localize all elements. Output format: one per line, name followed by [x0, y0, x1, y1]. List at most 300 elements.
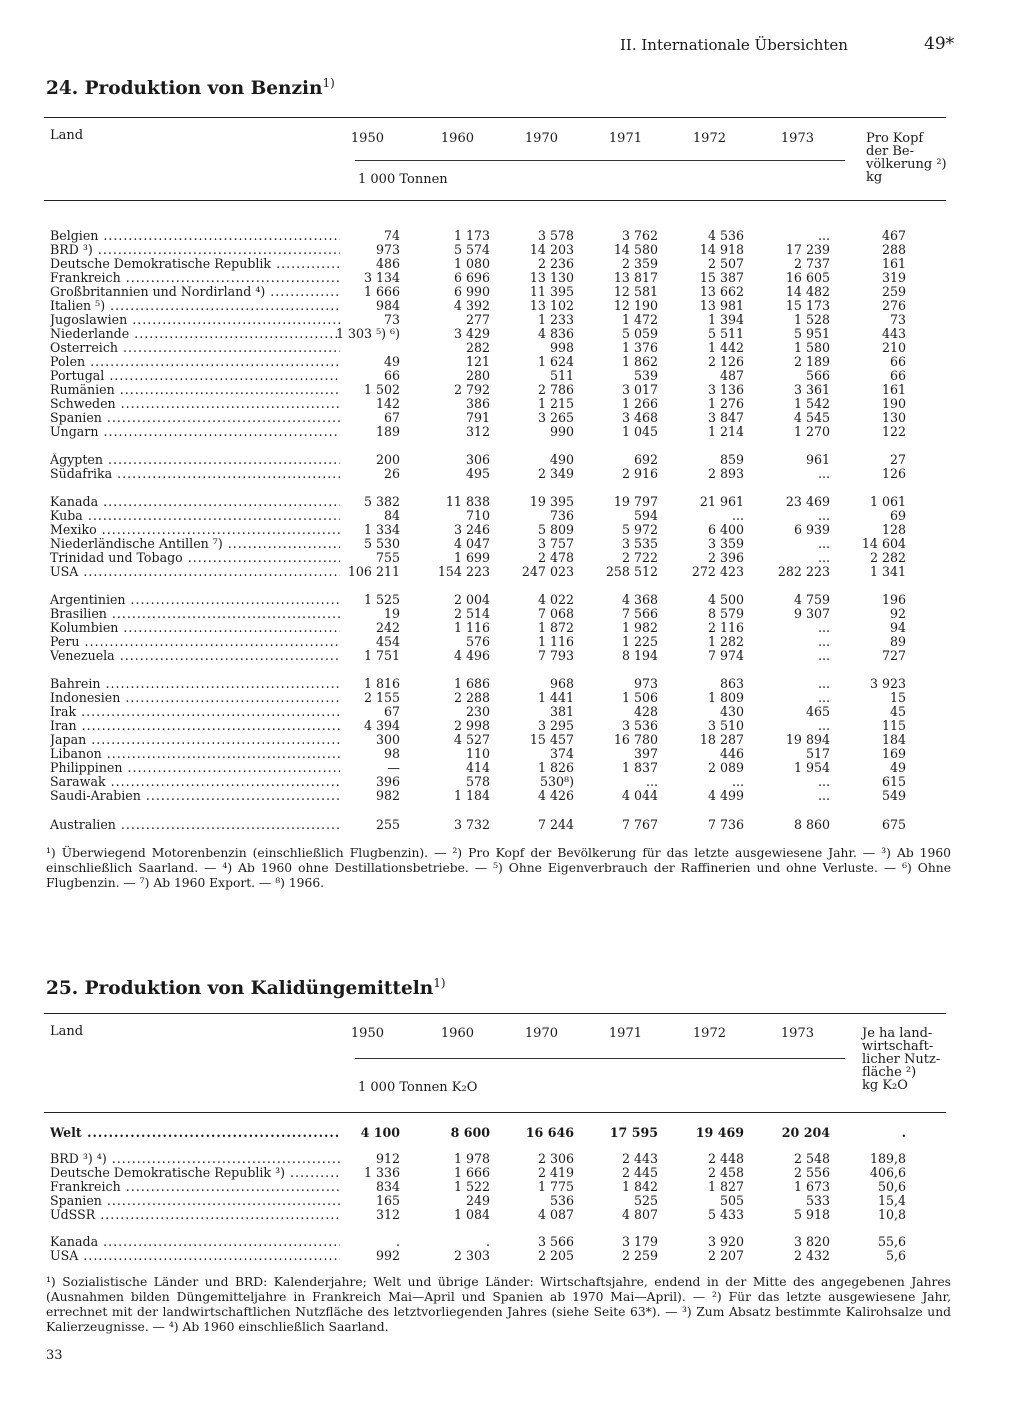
table-cell: 517 — [805, 746, 830, 761]
table-cell: 511 — [549, 368, 574, 383]
table-cell: 306 — [465, 452, 490, 467]
table-cell: 1 528 — [793, 312, 830, 327]
table-cell: 755 — [375, 550, 400, 565]
table-cell: 3 920 — [707, 1234, 744, 1249]
country-label: Peru ..... — [50, 635, 340, 649]
table-row — [0, 397, 1024, 411]
country-label: Deutsche Demokratische Republik ..... — [50, 257, 340, 271]
country-label: Portugal ..... — [50, 369, 340, 383]
table-cell: 1 270 — [793, 424, 830, 439]
table-row — [0, 677, 1024, 691]
table-cell: 2 786 — [537, 382, 574, 397]
table-cell: 3 468 — [621, 410, 658, 425]
table-cell: 259 — [881, 284, 906, 299]
table-cell: 16 780 — [613, 732, 658, 747]
table-cell: 1 862 — [621, 354, 658, 369]
table-cell: 11 395 — [529, 284, 574, 299]
table-cell: 1 542 — [793, 396, 830, 411]
table25-year: 1973 — [780, 1026, 814, 1041]
table-cell: 1 045 — [621, 424, 658, 439]
table-cell: 3 732 — [453, 817, 490, 832]
table-cell: 505 — [719, 1193, 744, 1208]
table-cell: 973 — [633, 676, 658, 691]
table-cell: 533 — [805, 1193, 830, 1208]
table-cell: 8 579 — [707, 606, 744, 621]
table-cell: 3 359 — [707, 536, 744, 551]
table-cell: 4 836 — [537, 326, 574, 341]
table-cell: 1 116 — [537, 634, 574, 649]
table-cell: 94 — [889, 620, 906, 635]
country-label: Argentinien ..... — [50, 593, 340, 607]
table-cell: 1 080 — [453, 256, 490, 271]
country-label: BRD ³) ⁴) ..... — [50, 1152, 340, 1166]
country-label: Rumänien ..... — [50, 383, 340, 397]
table-cell: 2 998 — [453, 718, 490, 733]
table-cell: 19 797 — [613, 494, 658, 509]
table-cell: 1 394 — [707, 312, 744, 327]
table-row — [0, 229, 1024, 243]
table-row — [0, 551, 1024, 565]
table-cell: 73 — [383, 312, 400, 327]
table-cell: 2 916 — [621, 466, 658, 481]
table-cell: 7 566 — [621, 606, 658, 621]
table-cell: 1 699 — [453, 550, 490, 565]
table-cell: 1 837 — [621, 760, 658, 775]
table-cell: 3 179 — [621, 1234, 658, 1249]
table-cell: 7 244 — [537, 817, 574, 832]
table-row — [0, 495, 1024, 509]
table-row — [0, 369, 1024, 383]
table-row — [0, 719, 1024, 733]
country-label: Japan ..... — [50, 733, 340, 747]
country-label: BRD ³) ..... — [50, 243, 340, 257]
table-cell: 381 — [549, 704, 574, 719]
table-cell: 5 433 — [707, 1207, 744, 1222]
table-cell: 4 536 — [707, 228, 744, 243]
table-cell: 10,8 — [877, 1207, 906, 1222]
table-cell: — — [387, 760, 400, 775]
country-label: Indonesien ..... — [50, 691, 340, 705]
country-label: Kuba ..... — [50, 509, 340, 523]
table-cell: 21 961 — [699, 494, 744, 509]
country-label: Frankreich ..... — [50, 1180, 340, 1194]
country-label: Jugoslawien ..... — [50, 313, 340, 327]
table-cell: 536 — [549, 1193, 574, 1208]
table-cell: 8 600 — [450, 1125, 490, 1140]
table-cell: 2 306 — [537, 1151, 574, 1166]
table-cell: 1 775 — [537, 1179, 574, 1194]
country-label: USA ..... — [50, 565, 340, 579]
country-label: Iran ..... — [50, 719, 340, 733]
table-cell: 5 918 — [793, 1207, 830, 1222]
table-cell: 2 004 — [453, 592, 490, 607]
table24-per-capita-header: Pro Kopf der Be- völkerung ²) kg — [866, 131, 947, 185]
table24-year: 1973 — [780, 131, 814, 146]
table-cell: 4 545 — [793, 410, 830, 425]
table-cell: 3 923 — [869, 676, 906, 691]
table-cell: 67 — [383, 704, 400, 719]
table-cell: 2 288 — [453, 690, 490, 705]
table-cell: 69 — [889, 508, 906, 523]
country-label: Österreich ..... — [50, 341, 340, 355]
table-row — [0, 705, 1024, 719]
table-cell: 319 — [881, 270, 906, 285]
table-cell: 20 204 — [781, 1125, 830, 1140]
table-cell: 55,6 — [877, 1234, 906, 1249]
country-label: Irak ..... — [50, 705, 340, 719]
table-row — [0, 761, 1024, 775]
table-cell: 1 282 — [707, 634, 744, 649]
table-cell: 863 — [719, 676, 744, 691]
table24-year: 1960 — [440, 131, 474, 146]
table-cell: 2 236 — [537, 256, 574, 271]
table-cell: 1 666 — [453, 1165, 490, 1180]
table-row — [0, 299, 1024, 313]
table-cell: 7 793 — [537, 648, 574, 663]
table-cell: 189 — [375, 424, 400, 439]
table-cell: 277 — [465, 312, 490, 327]
table-cell: 2 458 — [707, 1165, 744, 1180]
table-cell: 998 — [549, 340, 574, 355]
table-cell: 8 194 — [621, 648, 658, 663]
table-row — [0, 565, 1024, 579]
country-label: Saudi-Arabien ..... — [50, 789, 340, 803]
table-cell: 282 223 — [777, 564, 830, 579]
table25-per-ha-header: Je ha land- wirtschaft- licher Nutz- fläche ²) kg K₂O — [862, 1026, 941, 1093]
table24-year: 1971 — [608, 131, 642, 146]
country-label: Belgien ..... — [50, 229, 340, 243]
table-cell: 982 — [375, 788, 400, 803]
table-cell: ... — [817, 634, 830, 649]
table-cell: 594 — [633, 508, 658, 523]
table-cell: ... — [817, 536, 830, 551]
table-cell: 200 — [375, 452, 400, 467]
table-cell: 142 — [375, 396, 400, 411]
table-row — [0, 523, 1024, 537]
table-cell: 3 429 — [453, 326, 490, 341]
table-cell: 14 604 — [861, 536, 906, 551]
table-cell: 3 820 — [793, 1234, 830, 1249]
country-label: Australien ..... — [50, 818, 340, 832]
table-cell: 15 173 — [785, 298, 830, 313]
table-cell: 130 — [881, 410, 906, 425]
table-cell: 576 — [465, 634, 490, 649]
table-cell: 249 — [465, 1193, 490, 1208]
table-cell: 7 736 — [707, 817, 744, 832]
table-cell: 12 581 — [613, 284, 658, 299]
table25-unit: 1 000 Tonnen K₂O — [358, 1080, 478, 1095]
country-label: Italien ⁵) ..... — [50, 299, 340, 313]
country-label: Südafrika ..... — [50, 467, 340, 481]
table-row — [0, 1208, 1024, 1222]
table-row — [0, 1166, 1024, 1180]
table-cell: 454 — [375, 634, 400, 649]
table-cell: 1 215 — [537, 396, 574, 411]
table-cell: 1 809 — [707, 690, 744, 705]
table-row — [0, 649, 1024, 663]
table24-top-rule — [44, 117, 946, 118]
table-row — [0, 285, 1024, 299]
country-label: USA ..... — [50, 1249, 340, 1263]
table-cell: 17 239 — [785, 242, 830, 257]
table-cell: 1 624 — [537, 354, 574, 369]
table-cell: 92 — [889, 606, 906, 621]
table-cell: 1 472 — [621, 312, 658, 327]
country-label: Trinidad und Tobago ..... — [50, 551, 340, 565]
table-cell: 465 — [805, 704, 830, 719]
table-cell: 1 334 — [363, 522, 400, 537]
table-cell: 5 574 — [453, 242, 490, 257]
table-cell: 495 — [465, 466, 490, 481]
table-row — [0, 635, 1024, 649]
table24-year: 1950 — [350, 131, 384, 146]
country-label: Mexiko ..... — [50, 523, 340, 537]
table-cell: 169 — [881, 746, 906, 761]
table-row — [0, 425, 1024, 439]
table-cell: 5 972 — [621, 522, 658, 537]
table-cell: 834 — [375, 1179, 400, 1194]
country-label: UdSSR ..... — [50, 1208, 340, 1222]
table-cell: 374 — [549, 746, 574, 761]
table24-header-land: Land — [50, 128, 84, 143]
table-cell: 4 500 — [707, 592, 744, 607]
table-row — [0, 341, 1024, 355]
table-cell: 2 189 — [793, 354, 830, 369]
table-row — [0, 1194, 1024, 1208]
table-cell: 2 443 — [621, 1151, 658, 1166]
table-cell: 196 — [881, 592, 906, 607]
table-cell: 5 530 — [363, 536, 400, 551]
table-cell: 312 — [375, 1207, 400, 1222]
table-cell: 9 307 — [793, 606, 830, 621]
table-cell: 73 — [889, 312, 906, 327]
table-cell: 2 155 — [363, 690, 400, 705]
table-row — [0, 1152, 1024, 1166]
table-cell: 282 — [465, 340, 490, 355]
table-cell: 4 499 — [707, 788, 744, 803]
country-label: Schweden ..... — [50, 397, 340, 411]
table-cell: ... — [817, 648, 830, 663]
table-cell: 487 — [719, 368, 744, 383]
table25-header-land: Land — [50, 1024, 84, 1039]
table-cell: 14 918 — [699, 242, 744, 257]
table-cell: 13 130 — [529, 270, 574, 285]
table-row — [0, 789, 1024, 803]
table-cell: 2 445 — [621, 1165, 658, 1180]
table-cell: 300 — [375, 732, 400, 747]
table-cell: 4 759 — [793, 592, 830, 607]
table25-year: 1972 — [692, 1026, 726, 1041]
table-cell: 539 — [633, 368, 658, 383]
table-cell: 5 951 — [793, 326, 830, 341]
table-cell: 3 295 — [537, 718, 574, 733]
table-row — [0, 467, 1024, 481]
table-cell: 74 — [383, 228, 400, 243]
table-cell: 26 — [383, 466, 400, 481]
table-cell: 106 211 — [347, 564, 400, 579]
country-label: Großbritannien und Nordirland ⁴) ..... — [50, 285, 340, 299]
table-row — [0, 1126, 1024, 1140]
table-cell: 2 737 — [793, 256, 830, 271]
table-cell: 7 068 — [537, 606, 574, 621]
table-cell: 50,6 — [877, 1179, 906, 1194]
table-cell: 525 — [633, 1193, 658, 1208]
table-row — [0, 327, 1024, 341]
table-cell: 2 259 — [621, 1248, 658, 1263]
table-cell: 692 — [633, 452, 658, 467]
table-cell: 12 190 — [613, 298, 658, 313]
country-label: Niederländische Antillen ⁷) ..... — [50, 537, 340, 551]
table-cell: 210 — [881, 340, 906, 355]
table-cell: 8 860 — [793, 817, 830, 832]
table-cell: 530⁸) — [540, 774, 574, 789]
table-cell: 1 827 — [707, 1179, 744, 1194]
table-cell: 2 126 — [707, 354, 744, 369]
table-cell: 1 184 — [453, 788, 490, 803]
table-cell: 89 — [889, 634, 906, 649]
table24-year: 1970 — [524, 131, 558, 146]
country-label: Kanada ..... — [50, 1235, 340, 1249]
table-cell: 1 751 — [363, 648, 400, 663]
country-label: Welt ..... — [50, 1126, 340, 1140]
table-cell: 7 767 — [621, 817, 658, 832]
table-cell: 84 — [383, 508, 400, 523]
table-cell: 2 207 — [707, 1248, 744, 1263]
table-cell: 549 — [881, 788, 906, 803]
table-cell: ... — [817, 508, 830, 523]
table-cell: 1 376 — [621, 340, 658, 355]
table-cell: ... — [817, 690, 830, 705]
table-cell: 5 382 — [363, 494, 400, 509]
table-cell: 3 757 — [537, 536, 574, 551]
table-cell: 2 303 — [453, 1248, 490, 1263]
country-label: Venezuela ..... — [50, 649, 340, 663]
table-cell: 443 — [881, 326, 906, 341]
table-cell: 5 511 — [707, 326, 744, 341]
table-cell: 1 116 — [453, 620, 490, 635]
table-cell: 115 — [881, 718, 906, 733]
table-cell: 1 826 — [537, 760, 574, 775]
table-cell: ... — [817, 774, 830, 789]
table-cell: 247 023 — [521, 564, 574, 579]
table-cell: 2 359 — [621, 256, 658, 271]
table-cell: ... — [817, 550, 830, 565]
table-cell: 45 — [889, 704, 906, 719]
table-cell: 4 087 — [537, 1207, 574, 1222]
table-cell: 2 282 — [869, 550, 906, 565]
table-cell: 736 — [549, 508, 574, 523]
table-cell: 4 022 — [537, 592, 574, 607]
table25-year: 1970 — [524, 1026, 558, 1041]
table-cell: 6 939 — [793, 522, 830, 537]
table25-header-underline — [355, 1058, 845, 1059]
table-cell: 272 423 — [691, 564, 744, 579]
table-cell: 165 — [375, 1193, 400, 1208]
table-cell: 2 432 — [793, 1248, 830, 1263]
table-cell: 566 — [805, 368, 830, 383]
table-cell: 3 510 — [707, 718, 744, 733]
country-label: Sarawak ..... — [50, 775, 340, 789]
table-cell: 4 496 — [453, 648, 490, 663]
table-cell: . — [485, 1234, 490, 1249]
table-row — [0, 621, 1024, 635]
table-cell: 2 514 — [453, 606, 490, 621]
table-cell: 128 — [881, 522, 906, 537]
table-cell: 2 396 — [707, 550, 744, 565]
table-cell: 13 662 — [699, 284, 744, 299]
table-cell: 2 507 — [707, 256, 744, 271]
table-cell: 727 — [881, 648, 906, 663]
table-cell: 2 205 — [537, 1248, 574, 1263]
table-cell: 126 — [881, 466, 906, 481]
table-cell: 3 578 — [537, 228, 574, 243]
table24-header-rule — [44, 200, 946, 201]
table-cell: 18 287 — [699, 732, 744, 747]
table-cell: 154 223 — [437, 564, 490, 579]
table25-header-rule — [44, 1112, 946, 1113]
country-label: Bahrein ..... — [50, 677, 340, 691]
table-cell: 984 — [375, 298, 400, 313]
table-cell: 1 502 — [363, 382, 400, 397]
table-cell: 189,8 — [869, 1151, 906, 1166]
table-cell: 276 — [881, 298, 906, 313]
table-cell: 280 — [465, 368, 490, 383]
country-label: Spanien ..... — [50, 1194, 340, 1208]
table-cell: 791 — [465, 410, 490, 425]
table-cell: 19 469 — [695, 1125, 744, 1140]
table-cell: 1 336 — [363, 1165, 400, 1180]
country-label: Kolumbien ..... — [50, 621, 340, 635]
table-cell: 4 426 — [537, 788, 574, 803]
table-cell: 312 — [465, 424, 490, 439]
table-cell: 184 — [881, 732, 906, 747]
table-cell: 19 395 — [529, 494, 574, 509]
table-cell: 2 893 — [707, 466, 744, 481]
country-label: Niederlande ..... — [50, 327, 340, 341]
table-cell: 414 — [465, 760, 490, 775]
table-cell: 446 — [719, 746, 744, 761]
table-cell: 2 448 — [707, 1151, 744, 1166]
table-cell: 675 — [881, 817, 906, 832]
table-row — [0, 1180, 1024, 1194]
table-cell: 2 548 — [793, 1151, 830, 1166]
page-number: 49* — [924, 34, 955, 54]
table-cell: 27 — [889, 452, 906, 467]
table-row — [0, 1249, 1024, 1263]
table-row — [0, 355, 1024, 369]
table-cell: 615 — [881, 774, 906, 789]
table-row — [0, 509, 1024, 523]
table-cell: . — [395, 1234, 400, 1249]
table24-title: 24. Produktion von Benzin$^{1)}$ — [46, 76, 335, 100]
table-cell: 288 — [881, 242, 906, 257]
table-cell: 973 — [375, 242, 400, 257]
table-cell: 3 536 — [621, 718, 658, 733]
table-cell: 1 842 — [621, 1179, 658, 1194]
table-cell: 1 173 — [453, 228, 490, 243]
table-cell: 6 990 — [453, 284, 490, 299]
table25-year: 1971 — [608, 1026, 642, 1041]
table-cell: 486 — [375, 256, 400, 271]
table-cell: 406,6 — [869, 1165, 906, 1180]
table-cell: ... — [817, 620, 830, 635]
table-cell: 15 387 — [699, 270, 744, 285]
table-cell: 66 — [889, 354, 906, 369]
table-cell: 961 — [805, 452, 830, 467]
table-row — [0, 818, 1024, 832]
table-cell: 7 974 — [707, 648, 744, 663]
running-head: II. Internationale Übersichten — [620, 36, 848, 54]
